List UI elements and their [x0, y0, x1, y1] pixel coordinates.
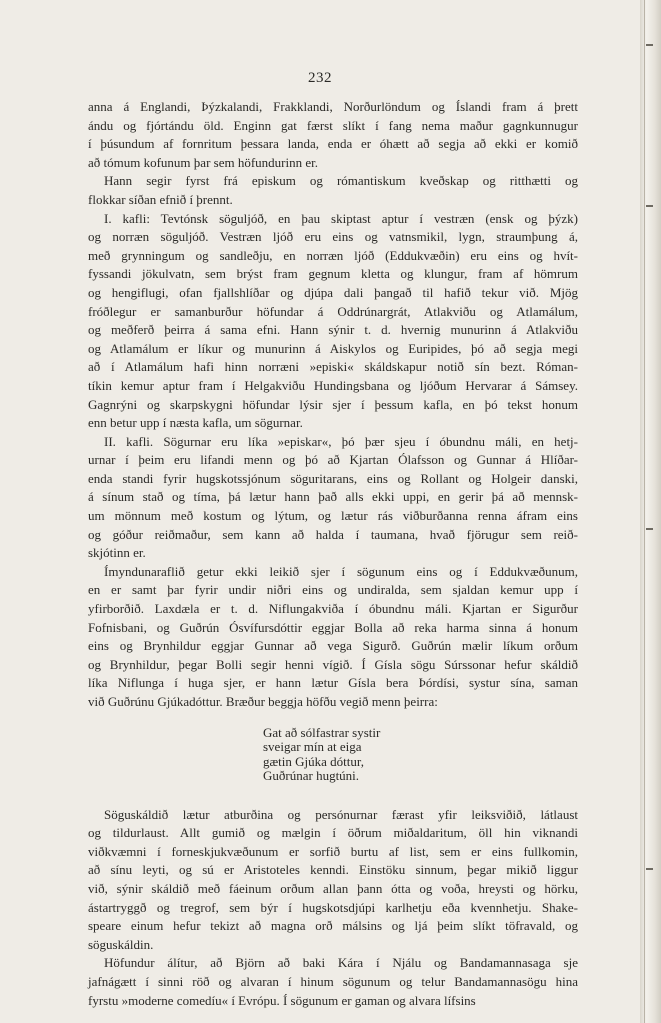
text-line: jafnágætt í sinni röð og alvaran í hinum sögunum og telur Bandamannasögu hina — [88, 973, 578, 989]
paragraph — [88, 433, 578, 563]
text-line: fyrstu »moderne comedíu« í Evrópu. Í sögunum er gaman og alvara lífsins — [88, 992, 476, 1008]
text-line: viðkvæmni í forneskjukvæðunum er sorfið burtu af list, sem er eins fullkomin, — [88, 843, 578, 859]
verse-line: sveigar mín at eiga — [263, 739, 362, 755]
text-line: og tildurlaust. Allt gumið og mælgin í öðrum miðaldaritum, öll hin viknandi — [88, 825, 578, 841]
text-line: yfirborðið. Laxdæla er t. d. Niflungakviða í óbundnu máli. Kjartan er Sigurður — [88, 601, 578, 617]
text-line: og Atlamálum er líkur og munurinn á Aiskylos og Euripides, þó að segja megi — [88, 340, 578, 356]
text-line: á sínum stað og tíma, þá lætur hann það alls ekki uppi, en gerir þá að mennsk- — [88, 489, 578, 505]
edge-mark — [646, 528, 653, 530]
text-line: skjótinn er. — [88, 545, 146, 561]
paragraph — [88, 563, 578, 712]
text-line: söguskáldin. — [88, 936, 154, 952]
text-line: Gagnrýni og skarpskygni höfundar lýsir sjer í þessum kafla, en þó tekst honum — [88, 396, 578, 412]
page-number: 232 — [308, 70, 332, 86]
body-text — [88, 98, 578, 1010]
edge-mark — [646, 44, 653, 46]
text-line: en er samt þar fyrir undir niðri eins og undiralda, sem sjaldan kemur upp í — [88, 582, 578, 598]
text-line: fyssandi jökulvatn, sem brýst fram gegnum kletta og klungur, fram af hömrum — [88, 266, 578, 282]
text-line: að sínu leyti, og sú er Aristoteles kenndi. Einstöku sinnum, þegar mikið liggur — [88, 862, 578, 878]
text-line: og hengiflugi, ofan fjallshlíðar og djúpa dali þangað til hafið tekur við. Mjög — [88, 284, 578, 300]
text-line: í þúsundum af fornritum þessara landa, enda er óhætt að segja að ekki er komið — [88, 136, 578, 152]
text-line: ándu og fjórtándu öld. Enginn gat færst slíkt í fang nema maður gagnkunnugur — [88, 117, 578, 133]
paragraph — [88, 806, 578, 955]
verse-quote — [263, 726, 578, 784]
text-line: um mönnum með kostum og lýtum, og lætur rás viðburðanna renna áfram eins — [88, 508, 578, 524]
paragraph — [88, 98, 578, 172]
text-line: fróðlegur er samanburður höfundar á Oddrúnargrát, Atlakviðu og Atlamálum, — [88, 303, 578, 319]
text-line: anna á Englandi, Þýzkalandi, Frakklandi, Norðurlöndum og Íslandi fram á þrett — [88, 99, 578, 114]
text-line: að tómum kofunum þar sem höfundurinn er. — [88, 154, 318, 170]
text-line: við, sýnir skáldið með fáeinum orðum allan þann ótta og voða, hreysti og hörku, — [88, 880, 578, 896]
paragraph — [88, 172, 578, 209]
text-line: og norræn söguljóð. Vestræn ljóð eru eins og vatnsmikil, lygn, straumþung á, — [88, 229, 578, 245]
text-line: og góður reiðmaður, sem kann að halda í taumana, hvað fjörugur sem reið- — [88, 526, 578, 542]
text-line: enda standi fyrir hugskotssjónum söguritarans, eins og Rollant og Holgeir danski, — [88, 470, 578, 486]
text-line: við Guðrúnu Gjúkadóttur. Bræður beggja höfðu vegið menn þeirra: — [88, 694, 438, 709]
paragraph — [88, 210, 578, 433]
text-line: flokkar síðan efnið í þrennt. — [88, 191, 233, 207]
text-line: Söguskáldið lætur atburðina og persónurnar færast yfir leiksviðið, látlaust — [104, 806, 578, 822]
text-line: eins og Brynhildur eggjar Gunnar að vega Sigurð. Guðrún mælir líkum orðum — [88, 638, 578, 654]
text-line: Höfundur álítur, að Björn að baki Kára í Njálu og Bandamannasaga sje — [104, 955, 578, 971]
text-line: og meðferð þeirra á sama efni. Hann sýnir t. d. hvernig munurinn á Atlakviðu — [88, 322, 578, 338]
page-edge-line — [644, 0, 645, 1023]
verse-line: Guðrúnar hugtúni. — [263, 768, 360, 784]
edge-mark — [646, 205, 653, 207]
text-line: enn betur upp í næsta kafla, um sögurnar. — [88, 415, 303, 431]
verse-line: gætin Gjúka dóttur, — [263, 753, 364, 769]
edge-mark — [646, 868, 653, 870]
text-line: með grynningum og sandleðju, en norræn ljóð (Eddukvæðin) eru eins og hvít- — [88, 247, 578, 263]
text-line: speare einum hefur tekizt að magna orð málsins og ljá þeim slíkt töfravald, og — [88, 918, 578, 934]
text-line: Ímyndunaraflið getur ekki leikið sjer í sögunum eins og í Eddukvæðunum, — [104, 563, 578, 579]
text-line: ástartryggð og tregrof, sem býr í hugskotsdjúpi karlhetju eða kvennhetju. Shake- — [88, 899, 578, 915]
text-line: Hann segir fyrst frá episkum og rómantiskum kveðskap og ritthætti og — [104, 173, 578, 189]
verse-line: Gat að sólfastrar systir — [263, 724, 381, 740]
text-line: urnar í þeim eru lifandi menn og þó að Kjartan Ólafsson og Gunnar á Hlíðar- — [88, 452, 578, 468]
text-line: Fofnisbani, og Guðrún Ósvífursdóttir eggjar Bolla að reka harma sinna á honum — [88, 619, 578, 635]
text-line: og Brynhildur, þegar Bolli segir henni vígið. Í Gísla sögu Súrssonar hefur skáldið — [88, 656, 578, 672]
text-line: líka Niflunga í huga sjer, er hann lætur Gísla bera Þórdísi, systur sína, saman — [88, 675, 578, 691]
text-line: I. kafli: Tevtónsk söguljóð, en þau skiptast aptur í vestræn (ensk og þýzk) — [104, 210, 578, 226]
text-line: að í Atlamálum hafi hinn norræni »episki« skáldskapur notið sín bezt. Róman- — [88, 359, 578, 375]
text-line: tíkin kemur aptur fram í Helgakviðu Hundingsbana og ljóðum Hervarar á Sámsey. — [88, 377, 578, 393]
paragraph — [88, 954, 578, 1010]
text-line: II. kafli. Sögurnar eru líka »episkar«, þó þær sjeu í óbundnu máli, en hetj- — [104, 433, 578, 449]
